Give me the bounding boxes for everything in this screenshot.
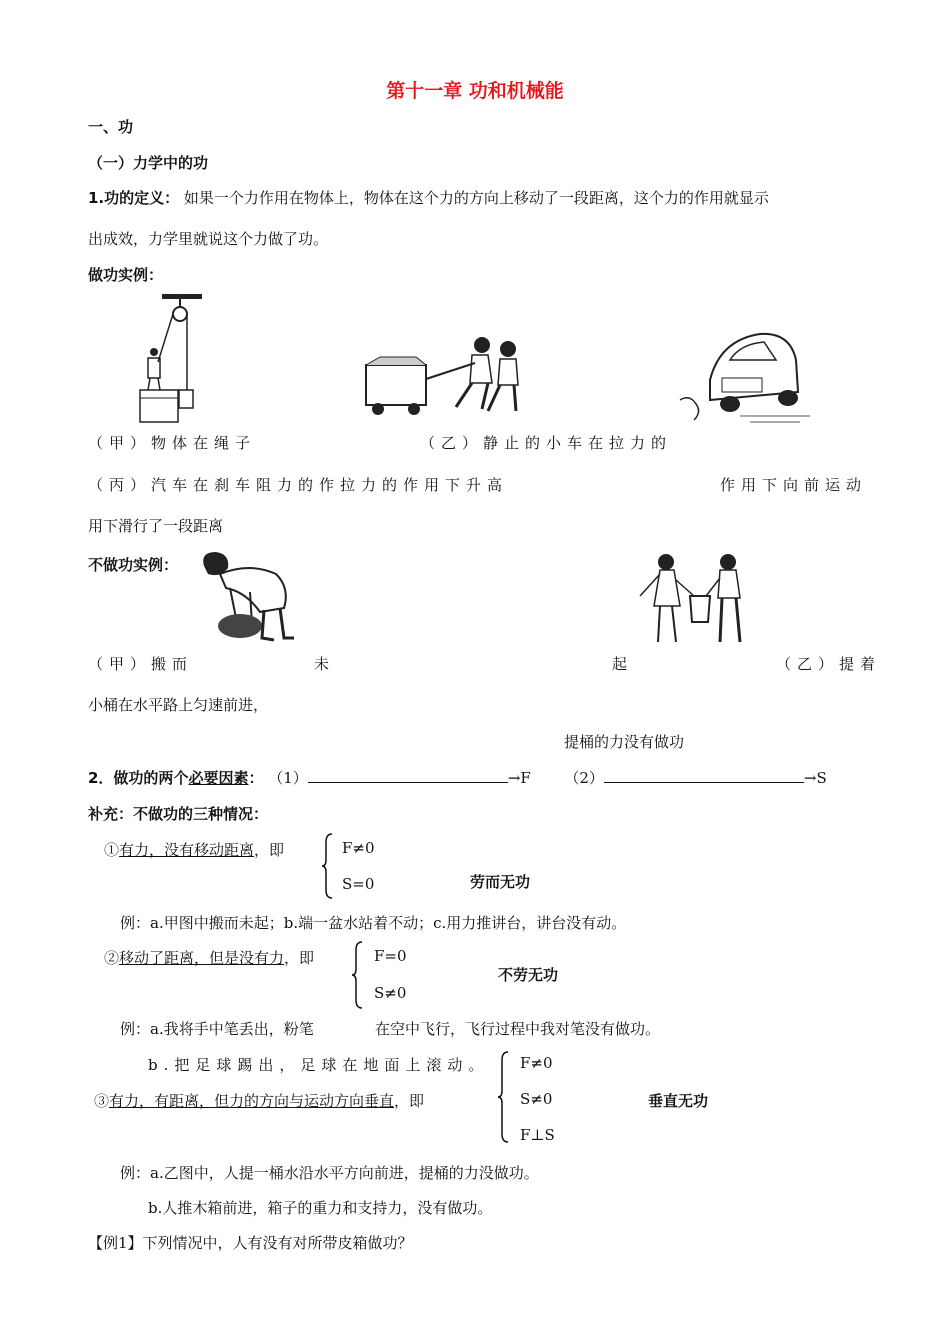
example1-text: 下列情况中，人有没有对所带皮箱做功？	[142, 1234, 413, 1252]
page-title: 第十一章 功和机械能	[386, 80, 564, 102]
case2-brace	[352, 940, 364, 1010]
lifting-woman-illustration	[190, 548, 300, 648]
carrying-bucket-illustration	[636, 552, 756, 648]
case2-tail: ，即	[284, 949, 315, 967]
work-caption-b2: 作用下向前运动	[720, 476, 868, 494]
factor-arrow2: →S	[803, 769, 827, 787]
case1-tail: ，即	[254, 841, 285, 859]
factor-arrow1: →F	[507, 769, 531, 787]
factors-line	[88, 767, 827, 788]
factors-label-pre: 2．做功的两个	[88, 769, 189, 787]
case2-example-a2: 在空中飞行，飞行过程中我对笔没有做功。	[375, 1020, 661, 1038]
definition-line1	[88, 187, 769, 208]
case3-example-b: b.人推木箱前进，箱子的重力和支持力，没有做功。	[148, 1199, 493, 1217]
supplement-heading: 补充：不做功的三种情况：	[88, 805, 269, 823]
factor-blank1[interactable]	[308, 768, 508, 783]
factors-label-underlined: 必要因素	[188, 769, 249, 787]
case1-tag: 劳而无功	[470, 873, 531, 891]
case3-line	[94, 1090, 424, 1111]
subsection-heading: （一）力学中的功	[88, 154, 209, 172]
case3-num: ③	[94, 1092, 110, 1110]
definition-line2: 出成效，力学里就说这个力做了功。	[88, 230, 329, 248]
case2-num: ②	[104, 949, 120, 967]
section-heading: 一、功	[88, 118, 134, 136]
case2-f: F=0	[374, 947, 407, 965]
nowork-caption-a2: 未	[314, 655, 330, 673]
case1-line	[104, 839, 284, 860]
nowork-examples-heading: 不做功实例：	[88, 556, 179, 574]
pulley-illustration	[130, 292, 210, 422]
example1-line	[88, 1232, 413, 1253]
case3-s: S≠0	[520, 1090, 553, 1108]
car-braking-illustration	[680, 320, 820, 430]
nowork-caption-a3: 起	[612, 655, 628, 673]
case3-f: F≠0	[520, 1054, 553, 1072]
case2-example-a1: 例：a.我将手中笔丢出，粉笔	[120, 1020, 314, 1038]
definition-text1: 如果一个力作用在物体上，物体在这个力的方向上移动了一段距离，这个力的作用就显示	[183, 189, 769, 207]
nowork-caption-b1: （乙）提着	[776, 655, 882, 673]
factor-item2: （2）	[564, 769, 604, 787]
case1-s: S=0	[342, 875, 375, 893]
nowork-caption-b3: 提桶的力没有做功	[564, 733, 685, 751]
work-caption-c2: 用下滑行了一段距离	[88, 517, 224, 535]
case2-s: S≠0	[374, 984, 407, 1002]
example1-label: 【例1】	[88, 1234, 143, 1252]
case2-tag: 不劳无功	[498, 966, 559, 984]
work-examples-heading: 做功实例：	[88, 266, 164, 284]
work-caption-b1: （乙）静止的小车在拉力的	[420, 434, 673, 452]
case2-line	[104, 947, 314, 968]
factor-blank2[interactable]	[604, 768, 804, 783]
nowork-caption-a1: （甲）搬而	[88, 655, 194, 673]
case2-example-b: b.把足球踢出，足球在地面上滚动。	[148, 1056, 490, 1074]
case3-tag: 垂直无功	[648, 1092, 709, 1110]
case3-tail: ，即	[394, 1092, 425, 1110]
case3-text: 有力，有距离，但力的方向与运动方向垂直	[109, 1092, 395, 1110]
nowork-caption-b2: 小桶在水平路上匀速前进，	[88, 696, 269, 714]
factors-label-post: ：	[248, 769, 264, 787]
case2-text: 移动了距离，但是没有力	[119, 949, 285, 967]
case3-example-a: 例：a.乙图中，人提一桶水沿水平方向前进，提桶的力没做功。	[120, 1164, 539, 1182]
case1-f: F≠0	[342, 839, 375, 857]
factor-item1: （1）	[268, 769, 308, 787]
case1-brace	[322, 832, 334, 900]
work-caption-c1: （丙）汽车在刹车阻力的作拉力的作用下升高	[88, 476, 509, 494]
case3-brace	[498, 1050, 510, 1144]
work-caption-a1: （甲）物体在绳子	[88, 434, 257, 452]
case1-text: 有力，没有移动距离	[119, 841, 255, 859]
definition-label: 1.功的定义：	[88, 189, 180, 207]
case1-example: 例：a.甲图中搬而未起；b.端一盆水站着不动；c.用力推讲台，讲台没有动。	[120, 914, 627, 932]
case3-perp: F⊥S	[520, 1126, 555, 1144]
case1-num: ①	[104, 841, 120, 859]
cart-pulling-illustration	[360, 335, 535, 420]
